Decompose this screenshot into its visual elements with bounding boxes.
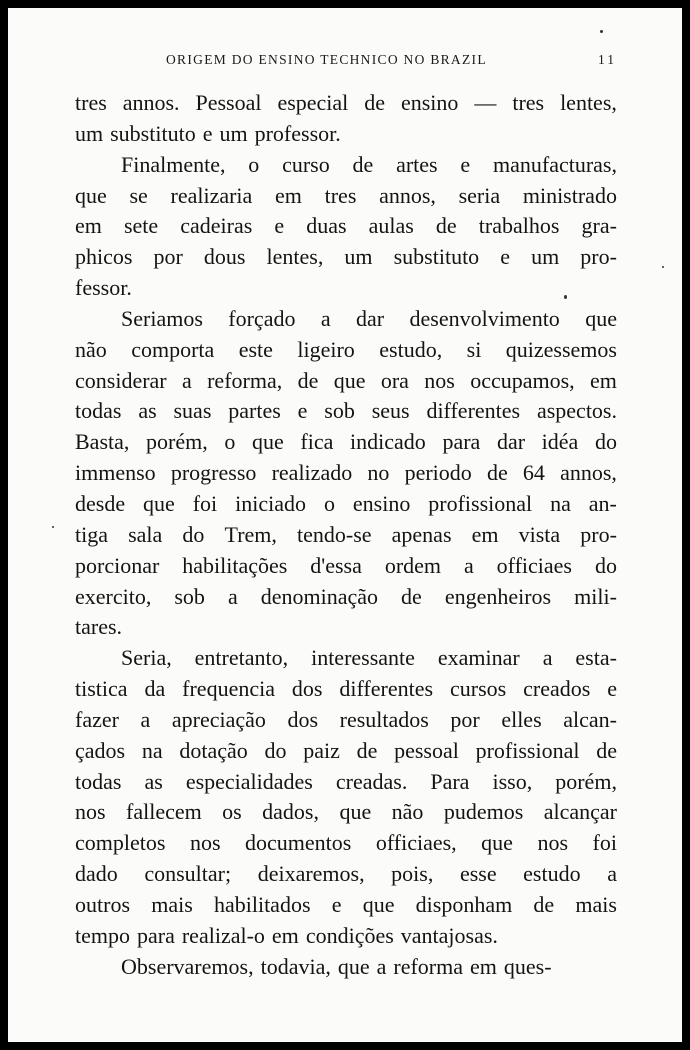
paragraph bbox=[75, 643, 617, 951]
text-line: todas as suas partes e sob seus differentes aspectos. bbox=[75, 398, 617, 424]
print-speck bbox=[600, 30, 603, 33]
text-line: Seriamos forçado a dar desenvolvimento que bbox=[121, 305, 617, 331]
text-line: Basta, porém, o que fica indicado para dar idéa do bbox=[75, 429, 617, 455]
running-title: ORIGEM DO ENSINO TECHNICO NO BRAZIL bbox=[166, 52, 487, 67]
text-line: Seria, entretanto, interessante examinar a esta- bbox=[121, 645, 617, 671]
text-line: fessor. bbox=[75, 275, 132, 301]
text-line: immenso progresso realizado no periodo de 64 annos, bbox=[75, 460, 617, 486]
text-line: tistica da frequencia dos differentes cursos creados e bbox=[75, 676, 617, 702]
text-line: um substituto e um professor. bbox=[75, 120, 341, 146]
text-line: nos fallecem os dados, que não pudemos alcançar bbox=[75, 799, 617, 825]
paragraph bbox=[75, 952, 617, 983]
print-speck bbox=[662, 266, 664, 268]
text-line: phicos por dous lentes, um substituto e um pro- bbox=[75, 244, 617, 270]
text-line: porcionar habilitações d'essa ordem a officiaes do bbox=[75, 552, 617, 578]
paragraph bbox=[75, 88, 617, 150]
print-speck bbox=[564, 295, 567, 299]
paragraph bbox=[75, 150, 617, 304]
paragraph bbox=[75, 304, 617, 643]
print-speck bbox=[52, 526, 54, 528]
text-line: não comporta este ligeiro estudo, si quizessemos bbox=[75, 336, 617, 362]
text-line: tares. bbox=[75, 614, 123, 640]
text-line: desde que foi iniciado o ensino profissional na an- bbox=[75, 490, 617, 516]
text-line: Observaremos, todavia, que a reforma em ques- bbox=[121, 953, 552, 979]
text-line: tres annos. Pessoal especial de ensino — tres lentes, bbox=[75, 90, 617, 115]
text-line: outros mais habilitados e que disponham de mais bbox=[75, 891, 617, 917]
text-line: exercito, sob a denominação de engenheiros mili- bbox=[75, 583, 617, 609]
text-line: considerar a reforma, de que ora nos occupamos, em bbox=[75, 367, 617, 393]
book-page bbox=[8, 8, 682, 1042]
text-line: que se realizaria em tres annos, seria ministrado bbox=[75, 182, 617, 208]
text-line: completos nos documentos officiaes, que nos foi bbox=[75, 830, 617, 856]
text-line: Finalmente, o curso de artes e manufacturas, bbox=[121, 151, 617, 177]
page-header bbox=[8, 52, 682, 72]
text-line: em sete cadeiras e duas aulas de trabalhos gra- bbox=[75, 213, 617, 239]
text-line: dado consultar; deixaremos, pois, esse estudo a bbox=[75, 861, 617, 887]
text-line: todas as especialidades creadas. Para isso, porém, bbox=[75, 768, 617, 794]
text-line: tiga sala do Trem, tendo-se apenas em vista pro- bbox=[75, 521, 617, 547]
text-line: tempo para realizal-o em condições vantajosas. bbox=[75, 922, 498, 948]
text-line: fazer a apreciação dos resultados por elles alcan- bbox=[75, 706, 617, 732]
body-text bbox=[75, 88, 617, 982]
page-number: 11 bbox=[598, 52, 617, 67]
text-line: çados na dotação do paiz de pessoal profissional de bbox=[75, 737, 617, 763]
